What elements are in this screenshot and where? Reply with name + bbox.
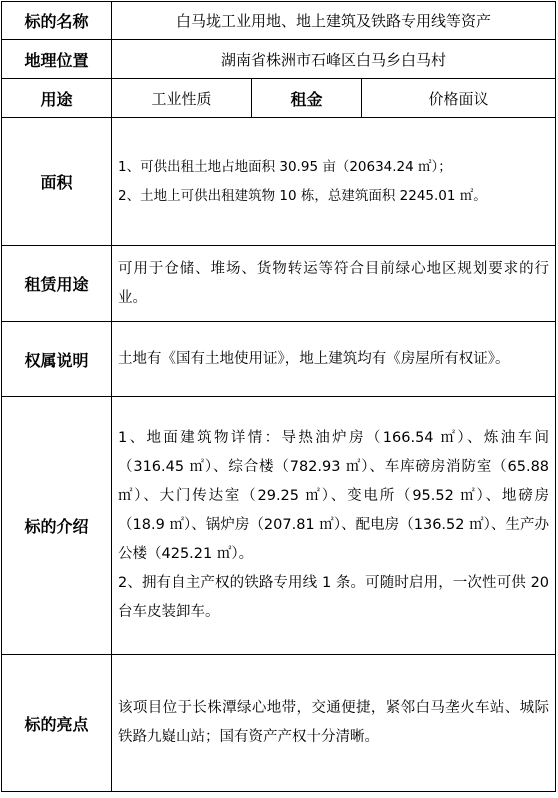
rent-label: 租金	[252, 79, 362, 118]
row-intro	[2, 397, 556, 655]
area-label: 面积	[2, 118, 112, 246]
row-lease-purpose	[2, 246, 556, 322]
row-usage-rent	[2, 79, 556, 118]
asset-name-value: 白马垅工业用地、地上建筑及铁路专用线等资产	[112, 2, 556, 40]
rent-value: 价格面议	[362, 79, 556, 118]
asset-name-label: 标的名称	[2, 2, 112, 40]
area-line-2: 2、土地上可供出租建筑物 10 栋，总建筑面积 2245.01 ㎡。	[118, 187, 487, 204]
intro-paragraph-2: 2、拥有自主产权的铁路专用线 1 条。可随时启用，一次性可供 20 台车皮装卸车。	[118, 575, 550, 620]
intro-label: 标的介绍	[2, 397, 112, 655]
intro-value	[112, 397, 556, 655]
asset-info-table	[1, 1, 556, 792]
row-highlights	[2, 655, 556, 792]
highlights-label: 标的亮点	[2, 655, 112, 792]
row-ownership	[2, 322, 556, 397]
ownership-value: 土地有《国有土地使用证》，地上建筑均有《房屋所有权证》。	[112, 322, 556, 397]
location-value: 湖南省株洲市石峰区白马乡白马村	[112, 40, 556, 79]
location-label: 地理位置	[2, 40, 112, 79]
highlights-value: 该项目位于长株潭绿心地带，交通便捷，紧邻白马垄火车站、城际铁路九嶷山站；国有资产产权十分清晰。	[112, 655, 556, 792]
row-asset-name	[2, 2, 556, 40]
intro-paragraph-1: 1、地面建筑物详情：导热油炉房（166.54 ㎡）、炼油车间（316.45 ㎡）、综合楼（782.93 ㎡）、车库磅房消防室（65.88 ㎡）、大门传达室（29.25 ㎡）、变电所（95.52 ㎡）、地磅房（18.9 ㎡）、锅炉房（207.81 ㎡）、配电房（136.52 ㎡）、生产办公楼（425.21 ㎡）。	[118, 430, 550, 562]
ownership-label: 权属说明	[2, 322, 112, 397]
row-location	[2, 40, 556, 79]
lease-purpose-label: 租赁用途	[2, 246, 112, 322]
usage-value: 工业性质	[112, 79, 252, 118]
row-area	[2, 118, 556, 246]
lease-purpose-value: 可用于仓储、堆场、货物转运等符合目前绿心地区规划要求的行业。	[112, 246, 556, 322]
usage-label: 用途	[2, 79, 112, 118]
area-line-1: 1、可供出租土地占地面积 30.95 亩（20634.24 ㎡）；	[118, 158, 452, 175]
area-value	[112, 118, 556, 246]
